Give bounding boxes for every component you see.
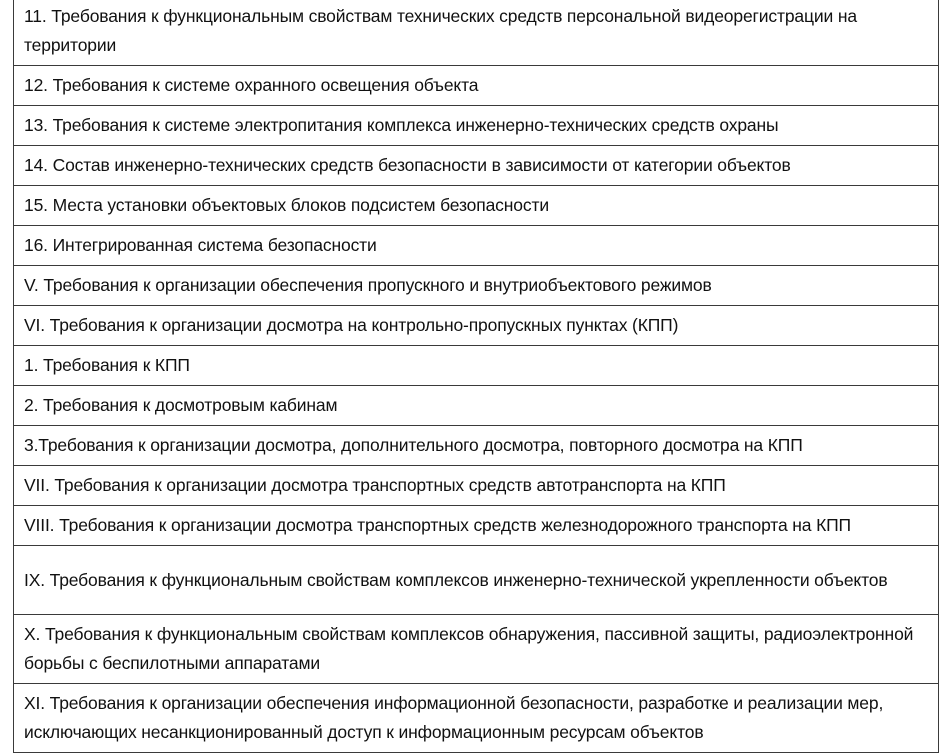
toc-entry: 14. Состав инженерно-технических средств безопасности в зависимости от категории объектов <box>14 146 939 186</box>
toc-entry: V. Требования к организации обеспечения пропускного и внутриобъектового режимов <box>14 266 939 306</box>
table-row <box>14 266 939 306</box>
table-row <box>14 0 939 66</box>
toc-entry: 13. Требования к системе электропитания комплекса инженерно-технических средств охраны <box>14 106 939 146</box>
table-row <box>14 386 939 426</box>
toc-entry: VIII. Требования к организации досмотра транспортных средств железнодорожного транспорта на КПП <box>14 506 939 546</box>
table-row <box>14 146 939 186</box>
toc-entry: 1. Требования к КПП <box>14 346 939 386</box>
table-row <box>14 546 939 615</box>
table-row <box>14 506 939 546</box>
table-row <box>14 66 939 106</box>
table-row <box>14 226 939 266</box>
toc-entry: 11. Требования к функциональным свойствам технических средств персональной видеорегистрации на территории <box>14 0 939 66</box>
toc-entry: X. Требования к функциональным свойствам комплексов обнаружения, пассивной защиты, радиоэлектронной борьбы с беспилотными аппаратами <box>14 615 939 684</box>
table-row <box>14 466 939 506</box>
table-row <box>14 346 939 386</box>
table-row <box>14 306 939 346</box>
table-row <box>14 615 939 684</box>
toc-entry: VI. Требования к организации досмотра на контрольно-пропускных пунктах (КПП) <box>14 306 939 346</box>
toc-entry: IX. Требования к функциональным свойствам комплексов инженерно-технической укрепленности объектов <box>14 546 939 615</box>
toc-table <box>13 0 939 753</box>
table-row <box>14 426 939 466</box>
toc-entry: 16. Интегрированная система безопасности <box>14 226 939 266</box>
toc-entry: 12. Требования к системе охранного освещения объекта <box>14 66 939 106</box>
toc-entry: XI. Требования к организации обеспечения информационной безопасности, разработке и реализации мер, исключающих несанкционированный доступ к информационным ресурсам объектов <box>14 684 939 753</box>
table-row <box>14 106 939 146</box>
toc-entry: 15. Места установки объектовых блоков подсистем безопасности <box>14 186 939 226</box>
toc-entry: 2. Требования к досмотровым кабинам <box>14 386 939 426</box>
toc-entry: 3.Требования к организации досмотра, дополнительного досмотра, повторного досмотра на КПП <box>14 426 939 466</box>
table-row <box>14 684 939 753</box>
toc-entry: VII. Требования к организации досмотра транспортных средств автотранспорта на КПП <box>14 466 939 506</box>
table-row <box>14 186 939 226</box>
